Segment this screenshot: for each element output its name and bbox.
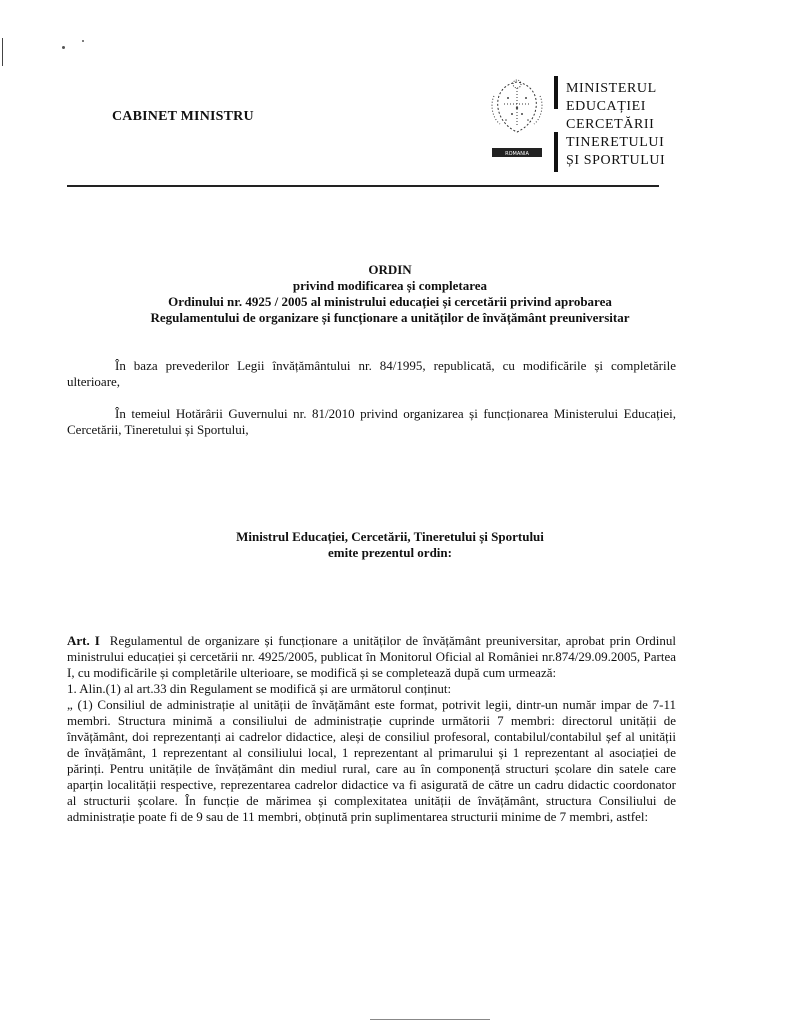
ministry-bar xyxy=(554,76,558,109)
article-text: Regulamentul de organizare și funcționare a unităților de învățământ preuniversitar, aprobat prin Ordinul ministrului educației și cercetării nr. 4925/2005, publicat în Monitorul Oficial al României nr.874/29.09.2005, Partea I, cu modificările și completările ulterioare, se modifică și se completează după cum urmează: xyxy=(67,633,677,680)
ministry-line: CERCETĂRII xyxy=(566,117,655,132)
preamble-law: În baza prevederilor Legii învățământului nr. 84/1995, republicată, cu modificările și completările ulterioare, xyxy=(67,358,676,389)
issuer-minister: Ministrul Educației, Cercetării, Tineretului și Sportului xyxy=(236,529,544,544)
document-title xyxy=(60,262,720,326)
issuer-block xyxy=(60,529,720,561)
scan-speck xyxy=(62,46,65,49)
article-item-1: 1. Alin.(1) al art.33 din Regulament se modifică și are următorul conținut: xyxy=(67,681,452,696)
scan-speck xyxy=(82,40,84,42)
preamble-decision: În temeiul Hotărârii Guvernului nr. 81/2010 privind organizarea și funcționarea Ministerului Educației, Cercetării, Tineretului și Sportului, xyxy=(67,406,676,437)
title-ordin: ORDIN xyxy=(368,262,412,277)
ministry-line: MINISTERUL xyxy=(566,81,657,96)
title-subject: privind modificarea și completarea xyxy=(292,278,488,293)
scan-margin-mark xyxy=(2,38,3,66)
issuer-emits: emite prezentul ordin: xyxy=(328,545,452,560)
ministry-bar xyxy=(554,132,558,172)
article-intro xyxy=(67,633,676,681)
ministry-line: ȘI SPORTULUI xyxy=(566,153,666,168)
header-divider xyxy=(67,185,659,187)
ministry-line: TINERETULUI xyxy=(566,135,665,150)
article-quote: „ (1) Consiliul de administrație al unității de învățământ este format, potrivit legii, dintr-un număr impar de 7-11 membri. Structura minimă a consiliului de administrație cuprinde următorii 7 membri: directorul unității de învățământ, doi reprezentanți ai cadrelor didactice, aleși de consiliul profesoral, contabilul/contabilul șef al unității de învățământ, 1 reprezentant al consiliului local, 1 reprezentant al primarului și 1 reprezentant al asociației de părinți. Pentru unitățile de învățământ din mediul rural, care au în componență structuri școlare din satele care aparțin localității respective, reprezentarea cadrelor didactice va fi asigurată de către un cadru didactic coordonator al structurii școlare. În funcție de mărimea și complexitatea unității de învățământ, structura Consiliului de administrație poate fi de 9 sau de 11 membri, obținută prin suplimentarea structurii minime de 7 membri, astfel: xyxy=(67,697,676,824)
cabinet-label: CABINET MINISTRU xyxy=(112,109,254,124)
ministry-name xyxy=(566,80,665,170)
ministry-line: EDUCAȚIEI xyxy=(566,99,647,114)
crest-banner-text: ROMANIA xyxy=(505,151,529,157)
title-regulation: Regulamentului de organizare și funcționare a unităților de învățământ preuniversitar xyxy=(150,310,630,325)
article-label: Art. I xyxy=(67,633,100,648)
article-1 xyxy=(67,633,676,825)
coat-of-arms-icon xyxy=(486,74,548,166)
title-reference: Ordinului nr. 4925 / 2005 al ministrului educației și cercetării privind aprobarea xyxy=(168,294,612,309)
scan-footer-line xyxy=(370,1019,490,1020)
